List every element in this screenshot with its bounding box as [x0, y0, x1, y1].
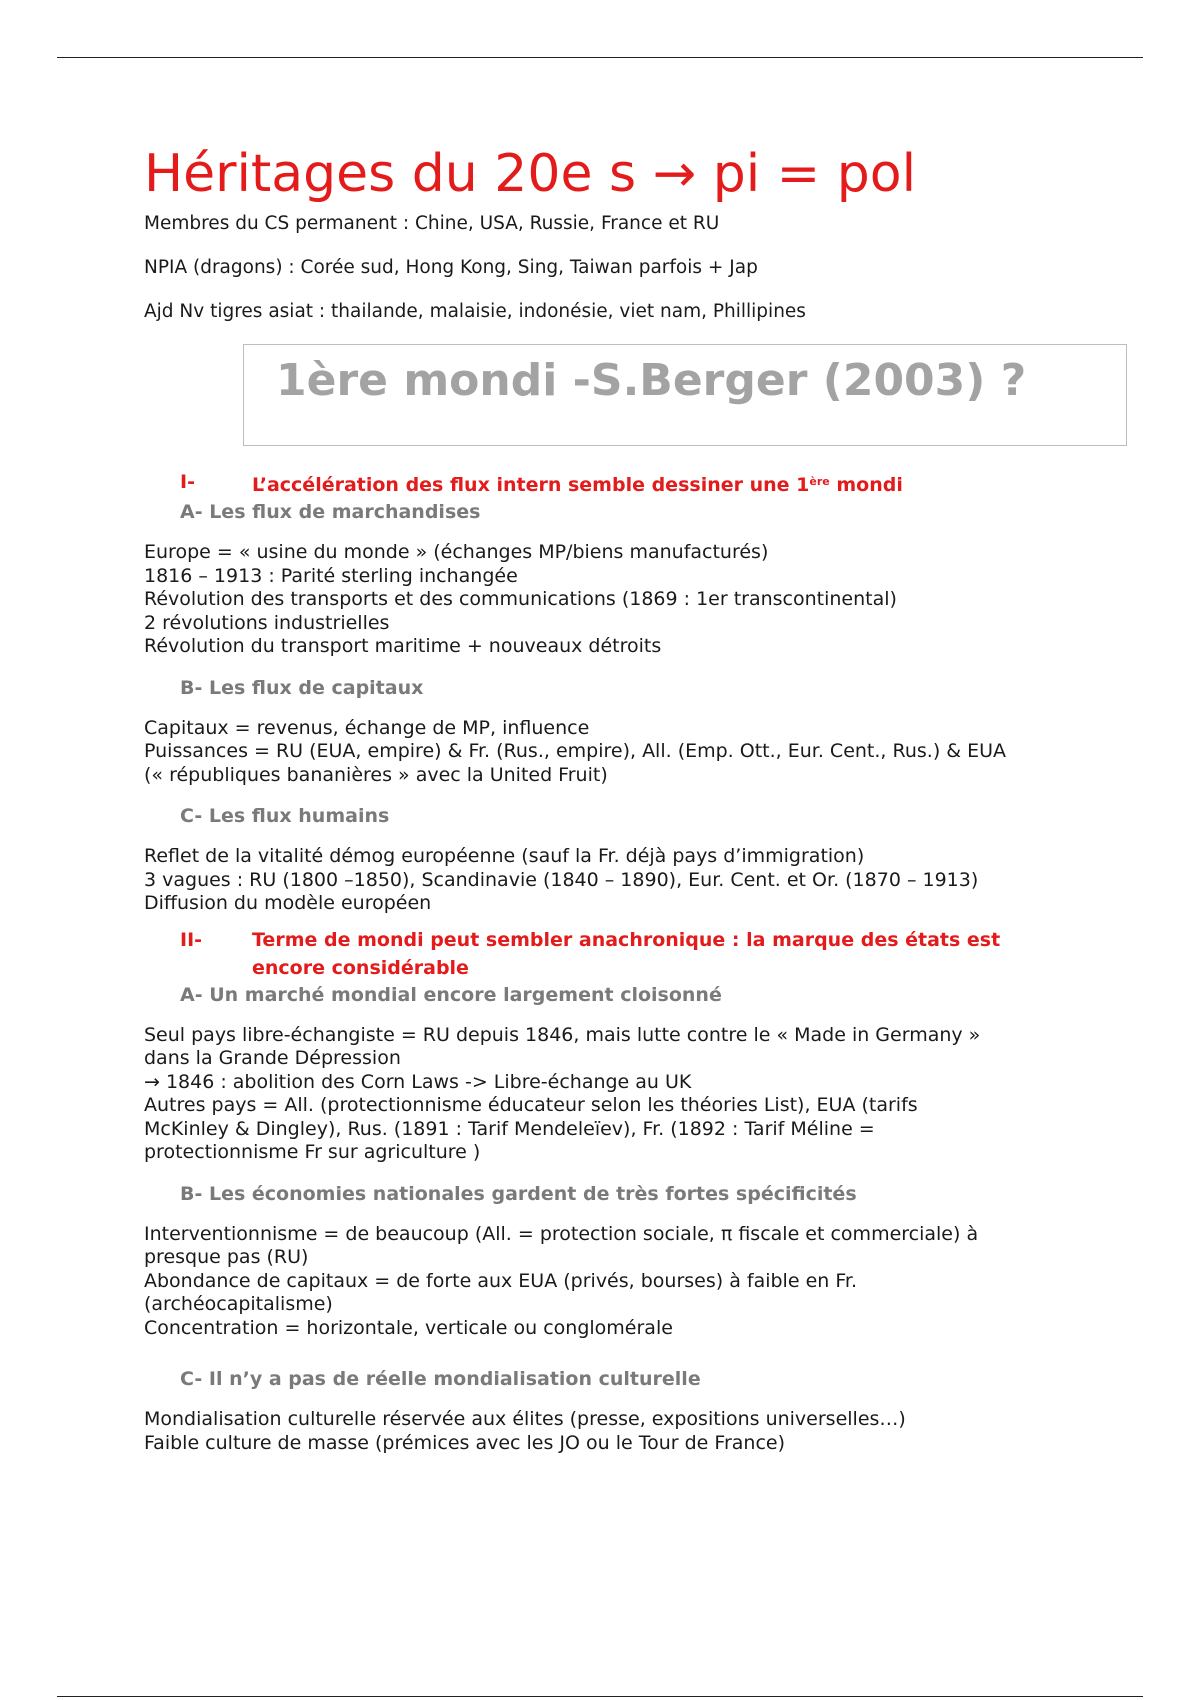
intro-block [144, 212, 1104, 324]
part-title-line: encore considérable [252, 956, 469, 979]
body-line: 3 vagues : RU (1800 –1850), Scandinavie (1840 – 1890), Eur. Cent. et Or. (1870 – 1913) [144, 868, 979, 891]
body-line: (archéocapitalisme) [144, 1293, 333, 1315]
intro-line: NPIA (dragons) : Corée sud, Hong Kong, Sing, Taiwan parfois + Jap [144, 257, 758, 278]
section-body [144, 541, 1104, 659]
body-line: dans la Grande Dépression [144, 1047, 401, 1069]
part-number: I- [180, 471, 195, 493]
intro-line: Membres du CS permanent : Chine, USA, Russie, France et RU [144, 213, 720, 234]
top-rule [57, 57, 1143, 58]
body-line: McKinley & Dingley), Rus. (1891 : Tarif Mendeleïev), Fr. (1892 : Tarif Méline = [144, 1117, 875, 1140]
part-title-line: Terme de mondi peut sembler anachronique : la marque des états est [252, 928, 1001, 951]
body-line: Révolution du transport maritime + nouveaux détroits [144, 635, 662, 657]
part-title-text-end: mondi [829, 474, 903, 496]
body-line: Puissances = RU (EUA, empire) & Fr. (Rus., empire), All. (Emp. Ott., Eur. Cent., Rus.) & EUA [144, 740, 1007, 762]
part-title [252, 468, 1072, 499]
body-line: 2 révolutions industrielles [144, 611, 390, 634]
part-title [252, 926, 1072, 982]
section-body [144, 1408, 1104, 1455]
part-heading-1 [180, 468, 1104, 499]
intro-line: Ajd Nv tigres asiat : thailande, malaisie, indonésie, viet nam, Phillipines [144, 301, 806, 322]
section-body [144, 845, 1104, 916]
body-line: protectionnisme Fr sur agriculture ) [144, 1141, 481, 1163]
boxed-title: 1ère mondi -S.Berger (2003) ? [243, 344, 1127, 446]
body-line: Abondance de capitaux = de forte aux EUA (privés, bourses) à faible en Fr. [144, 1269, 857, 1292]
body-line: Europe = « usine du monde » (échanges MP/biens manufacturés) [144, 541, 769, 563]
page-title: Héritages du 20e s → pi = pol [144, 144, 917, 204]
body-line: Révolution des transports et des communications (1869 : 1er transcontinental) [144, 588, 897, 610]
body-line: Faible culture de masse (prémices avec les JO ou le Tour de France) [144, 1431, 785, 1454]
part-title-text: L’accélération des flux intern semble dessiner une 1 [252, 474, 810, 496]
body-line: Autres pays = All. (protectionnisme éducateur selon les théories List), EUA (tarifs [144, 1094, 918, 1116]
section-heading: B- Les flux de capitaux [180, 676, 424, 699]
part-heading-2 [180, 926, 1104, 982]
body-line: Mondialisation culturelle réservée aux élites (presse, expositions universelles…) [144, 1408, 906, 1430]
section-heading: C- Les flux humains [180, 805, 390, 827]
bottom-rule [57, 1696, 1143, 1697]
section-heading: B- Les économies nationales gardent de très fortes spécificités [180, 1182, 857, 1205]
section-heading: C- Il n’y a pas de réelle mondialisation culturelle [180, 1368, 701, 1390]
body-line: presque pas (RU) [144, 1246, 309, 1268]
section-heading: A- Les flux de marchandises [180, 501, 481, 523]
section-heading: A- Un marché mondial encore largement cloisonné [180, 983, 722, 1006]
body-line: Reflet de la vitalité démog européenne (sauf la Fr. déjà pays d’immigration) [144, 845, 865, 867]
body-line: → 1846 : abolition des Corn Laws -> Libre-échange au UK [144, 1070, 692, 1093]
body-line: Seul pays libre-échangiste = RU depuis 1846, mais lutte contre le « Made in Germany » [144, 1023, 981, 1046]
body-line: Concentration = horizontale, verticale ou conglomérale [144, 1316, 673, 1339]
body-line: Diffusion du modèle européen [144, 892, 432, 914]
part-number: II- [180, 928, 203, 951]
part-title-superscript: ère [809, 475, 830, 488]
body-line: (« républiques bananières » avec la United Fruit) [144, 763, 608, 786]
body-line: 1816 – 1913 : Parité sterling inchangée [144, 564, 518, 587]
document-body [144, 140, 1104, 1471]
section-body [144, 1223, 1104, 1341]
body-line: Capitaux = revenus, échange de MP, influence [144, 716, 590, 739]
section-body [144, 1024, 1104, 1165]
section-body [144, 717, 1104, 788]
body-line: Interventionnisme = de beaucoup (All. = protection sociale, π fiscale et commerciale) à [144, 1222, 979, 1245]
